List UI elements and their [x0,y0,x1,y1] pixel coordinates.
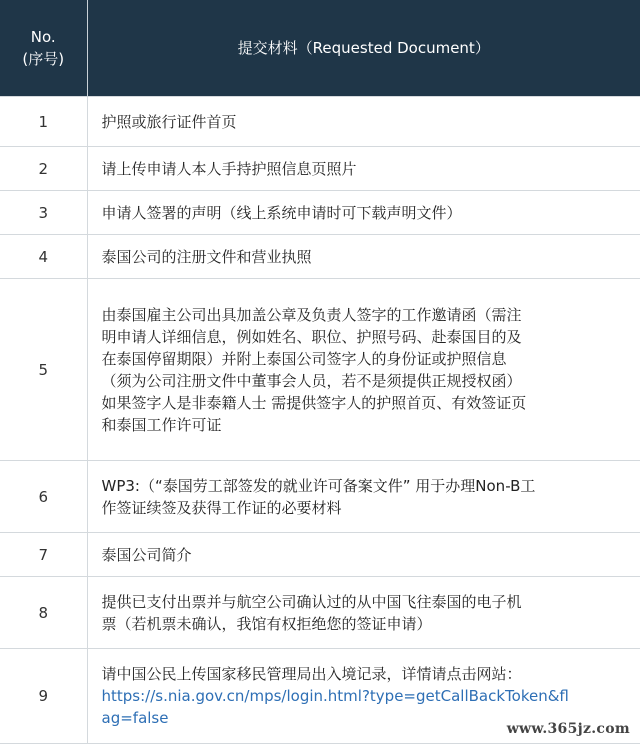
nia-link[interactable]: https://s.nia.gov.cn/mps/login.html?type=getCallBackToken&fl [101,687,569,705]
row-text: 作签证续签及获得工作证的必要材料 [101,498,342,517]
row-text: 明申请人详细信息，例如姓名、职位、护照号码、赴泰国目的及 [101,327,522,346]
row-number: 5 [0,279,87,461]
row-text: 由泰国雇主公司出具加盖公章及负责人签字的工作邀请函（需注 [101,305,522,324]
row-text: 如果签字人是非泰籍人士 需提供签字人的护照首页、有效签证页 [101,393,527,412]
table-row [0,461,640,533]
watermark: www.365jz.com [506,721,630,737]
row-document [87,461,640,533]
row-document [87,191,640,235]
table-header-row [0,0,640,97]
table-row [0,577,640,649]
row-text: 泰国公司的注册文件和营业执照 [101,247,312,266]
row-number: 7 [0,533,87,577]
row-text: 提供已支付出票并与航空公司确认过的从中国飞往泰国的电子机 [101,592,522,611]
header-number-label: No. [30,28,56,46]
table-row [0,97,640,147]
row-number: 4 [0,235,87,279]
row-text: WP3:（“泰国劳工部签发的就业许可备案文件” 用于办理Non-B工 [101,476,536,495]
nia-link-continued[interactable]: ag=false [101,709,169,727]
row-document [87,577,640,649]
row-text: 票（若机票未确认，我馆有权拒绝您的签证申请） [101,614,432,633]
table-row [0,191,640,235]
row-text: 泰国公司简介 [101,545,192,564]
row-text: 护照或旅行证件首页 [101,112,237,131]
row-text: （须为公司注册文件中董事会人员，若不是须提供正规授权函） [101,371,522,390]
row-number: 1 [0,97,87,147]
row-document [87,97,640,147]
table-row [0,235,640,279]
row-text: 请上传申请人本人手持护照信息页照片 [101,159,357,178]
header-document-label: 提交材料（Requested Document） [237,39,490,57]
row-document [87,533,640,577]
row-text: 和泰国工作许可证 [101,415,222,434]
row-document [87,147,640,191]
row-text: 在泰国停留期限）并附上泰国公司签字人的身份证或护照信息 [101,349,507,368]
row-number: 2 [0,147,87,191]
row-document [87,279,640,461]
row-number: 3 [0,191,87,235]
row-document [87,235,640,279]
table-row [0,147,640,191]
header-number [0,0,87,97]
row-number: 8 [0,577,87,649]
row-number: 6 [0,461,87,533]
header-number-sublabel: (序号) [22,50,65,68]
table-row [0,279,640,461]
row-text: 请中国公民上传国家移民管理局出入境记录，详情请点击网站： [101,665,522,683]
header-document [87,0,640,97]
table-row [0,533,640,577]
row-number: 9 [0,649,87,744]
row-text: 申请人签署的声明（线上系统申请时可下载声明文件） [101,203,462,222]
